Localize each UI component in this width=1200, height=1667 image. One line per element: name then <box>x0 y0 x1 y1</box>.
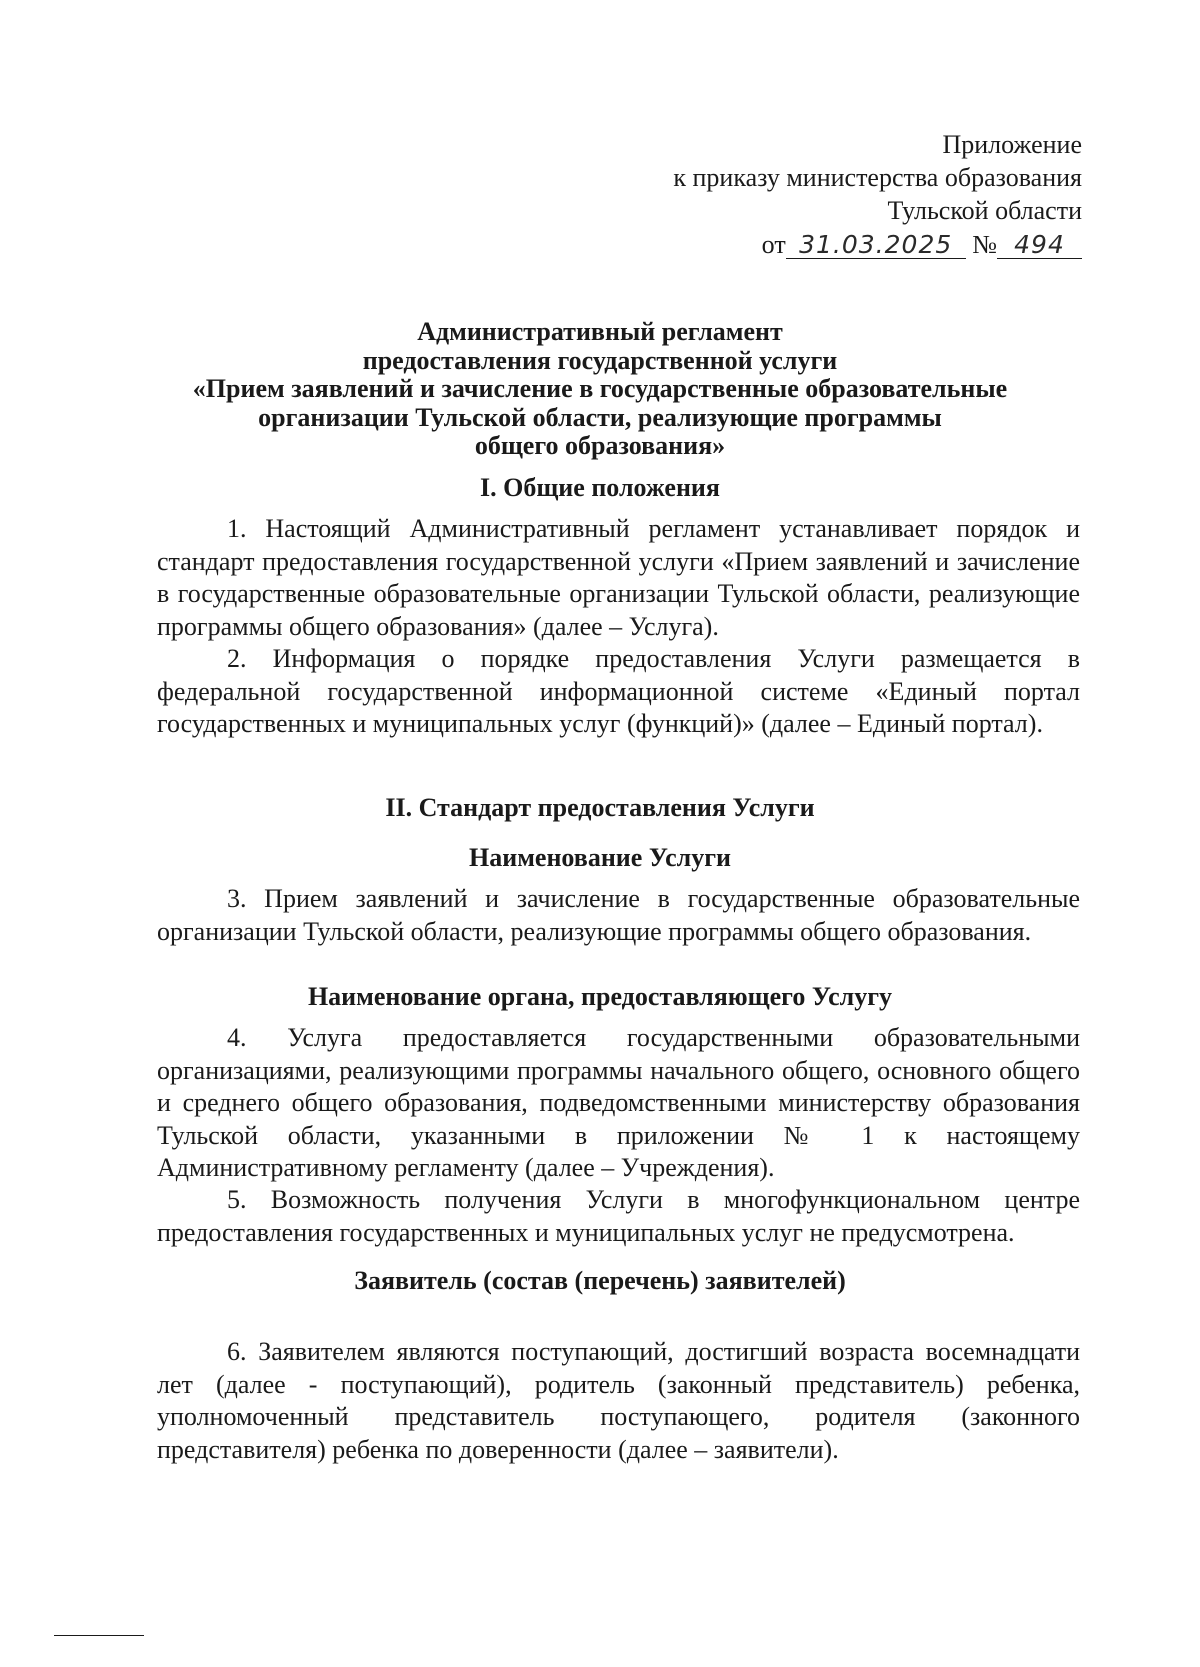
footnote-divider <box>54 1635 144 1636</box>
title-line-2: предоставления государственной услуги <box>362 345 838 375</box>
section-1-heading: I. Общие положения <box>480 473 720 502</box>
from-label: от <box>761 230 786 259</box>
title-line-5: общего образования» <box>474 431 726 460</box>
handwritten-date: 31.03.2025 <box>786 231 966 259</box>
annex-region: Тульской области <box>887 196 1082 225</box>
handwritten-number: 494 <box>997 231 1082 259</box>
paragraph-3: 3. Прием заявлений и зачисление в государственные образовательные организации Тульской области, реализующие программы общего образования. <box>157 884 1080 946</box>
annex-order-reference: к приказу министерства образования <box>673 163 1082 192</box>
annex-title: Приложение <box>942 130 1082 159</box>
title-line-4: организации Тульской области, реализующие программы <box>258 402 942 432</box>
annex-header <box>673 128 1082 261</box>
section-2-heading: II. Стандарт предоставления Услуги <box>385 793 815 822</box>
order-date-number-line <box>673 228 1082 261</box>
title-line-3: «Прием заявлений и зачисление в государственные образовательные <box>192 374 1008 403</box>
subheading-service-name: Наименование Услуги <box>468 843 732 872</box>
subheading-applicants: Заявитель (состав (перечень) заявителей) <box>354 1266 846 1295</box>
paragraph-4: 4. Услуга предоставляется государственными образовательными организациями, реализующими программы начального общего, основного общего и среднего общего образования, подведомственными министерству образования Тульской области, указанными в приложении № 1 к настоящему Административному регламенту (далее – Учреждения). <box>157 1023 1080 1182</box>
subheading-providing-body: Наименование органа, предоставляющего Услугу <box>307 982 893 1011</box>
paragraph-6: 6. Заявителем являются поступающий, достигший возраста восемнадцати лет (далее - поступающий), родитель (законный представитель) ребенка, уполномоченный представитель поступающего, родителя (законного представителя) ребенка по доверенности (далее – заявители). <box>157 1337 1080 1464</box>
paragraph-1: 1. Настоящий Административный регламент устанавливает порядок и стандарт предоставления государственной услуги «Прием заявлений и зачисление в государственные образовательные организации Тульской области, реализующие программы общего образования» (далее – Услуга). <box>157 514 1080 641</box>
paragraph-5: 5. Возможность получения Услуги в многофункциональном центре предоставления государственных и муниципальных услуг не предусмотрена. <box>157 1185 1080 1247</box>
paragraph-2: 2. Информация о порядке предоставления Услуги размещается в федеральной государственной информационной системе «Единый портал государственных и муниципальных услуг (функций)» (далее – Единый портал). <box>157 644 1080 738</box>
title-line-1: Административный регламент <box>417 317 783 346</box>
number-label: № <box>972 230 997 259</box>
document-title <box>150 318 1050 461</box>
